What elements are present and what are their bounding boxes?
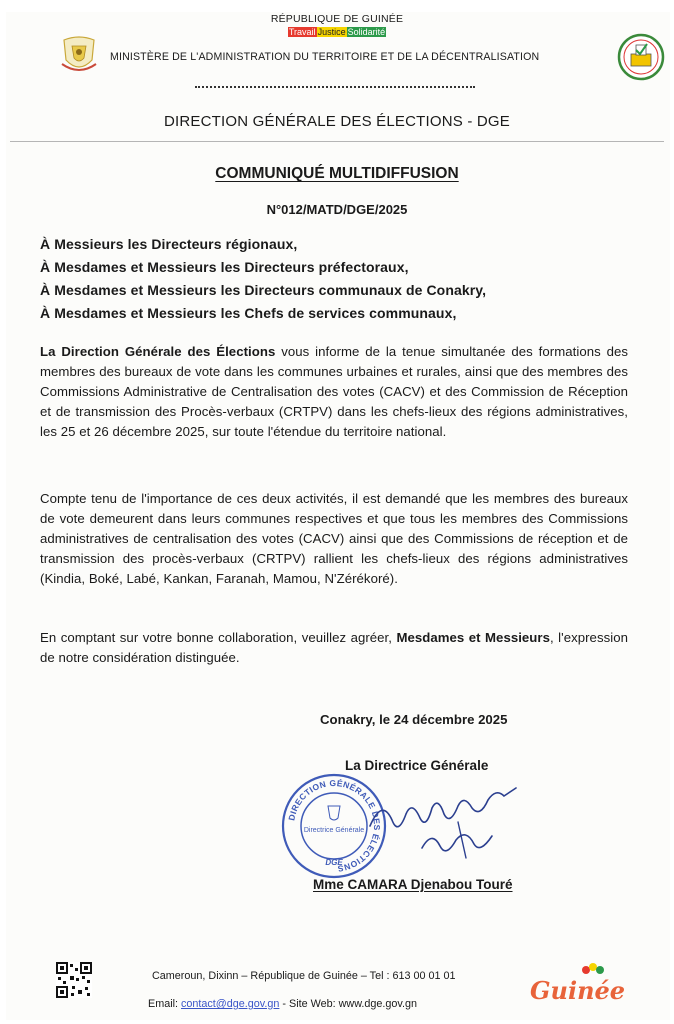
handwritten-signature: [362, 778, 522, 870]
motto-word: Solidarité: [347, 27, 386, 37]
guinee-brand-logo: Guinée: [530, 976, 626, 1005]
communique-number: N°012/MATD/DGE/2025: [266, 202, 408, 217]
dotted-divider: [195, 86, 475, 88]
signatory-name: [313, 877, 513, 892]
communique-title: [0, 165, 674, 183]
communique-title-text: COMMUNIQUÉ MULTIDIFFUSION: [215, 165, 459, 182]
addressee-line: À Mesdames et Messieurs les Chefs de services communaux,: [40, 305, 457, 321]
email-link[interactable]: contact@dge.gov.gn: [181, 998, 280, 1010]
paragraph-3-text: En comptant sur votre bonne collaboration, veuillez agréer,: [40, 630, 397, 645]
place-and-date: Conakry, le 24 décembre 2025: [320, 712, 508, 727]
email-label: Email:: [148, 998, 181, 1010]
qr-code-icon[interactable]: [56, 962, 92, 998]
paragraph-1-text: vous informe de la tenue simultanée des formations des membres des bureaux de vote dans les communes urbaines et rurales, ainsi que des membres des Commissions Administrative de Centralisation des votes (CACV) et des Commission de Réception et de transmission des Procès-verbaux (CRTPV) dans les chefs-lieux des régions administratives, les 25 et 26 décembre 2025, sur toute l'étendue du territoire national.: [40, 344, 629, 439]
ministry-name: MINISTÈRE DE L'ADMINISTRATION DU TERRITOIRE ET DE LA DÉCENTRALISATION: [110, 51, 540, 63]
motto-word: Travail: [288, 27, 316, 37]
stamp-center-text: Directrice Générale: [303, 827, 365, 834]
republic-title: RÉPUBLIQUE DE GUINÉE: [270, 13, 404, 25]
website-text: - Site Web: www.dge.gov.gn: [279, 998, 418, 1010]
national-motto: [0, 27, 674, 37]
dge-logo-icon: [616, 32, 666, 82]
addressee-line: À Messieurs les Directeurs régionaux,: [40, 236, 298, 252]
footer-address: Cameroun, Dixinn – République de Guinée – Tel : 613 00 01 01: [152, 970, 456, 982]
coat-of-arms-icon: [58, 34, 100, 78]
signatory-name-text: Mme CAMARA Djenabou Touré: [313, 877, 513, 892]
paragraph-1: [40, 342, 628, 442]
footer-contact: [148, 998, 417, 1010]
stamp-bottom-text: DGE: [325, 858, 343, 867]
stamp-ring-text: DIRECTION GÉNÉRALE DES ÉLECTIONS: [286, 777, 383, 874]
paragraph-3: [40, 628, 628, 668]
signatory-title: La Directrice Générale: [345, 758, 489, 773]
motto-word: Justice: [317, 27, 346, 37]
paragraph-3-closing: , l'expression de notre considération distinguée.: [40, 630, 628, 665]
addressee-line: À Mesdames et Messieurs les Directeurs préfectoraux,: [40, 259, 409, 275]
stamp-inner-ring: [301, 793, 367, 859]
addressee-line: À Mesdames et Messieurs les Directeurs communaux de Conakry,: [40, 282, 487, 298]
header-rule: [10, 141, 664, 142]
paragraph-1-subject: La Direction Générale des Élections: [40, 344, 276, 359]
paragraph-2: Compte tenu de l'importance de ces deux activités, il est demandé que les membres des bureaux de vote demeurent dans leurs communes respectives et que tous les membres des Commissions administratives de centralisation des votes (CACV) ainsi que des Commissions de réception et de transmission des procès-verbaux (CRTPV) rallient les chefs-lieux des régions administratives (Kindia, Boké, Labé, Kankan, Faranah, Mamou, N'Zérékoré).: [40, 491, 628, 586]
directorate-title: DIRECTION GÉNÉRALE DES ÉLECTIONS - DGE: [164, 113, 510, 130]
paragraph-3-salutation: Mesdames et Messieurs: [396, 630, 550, 645]
